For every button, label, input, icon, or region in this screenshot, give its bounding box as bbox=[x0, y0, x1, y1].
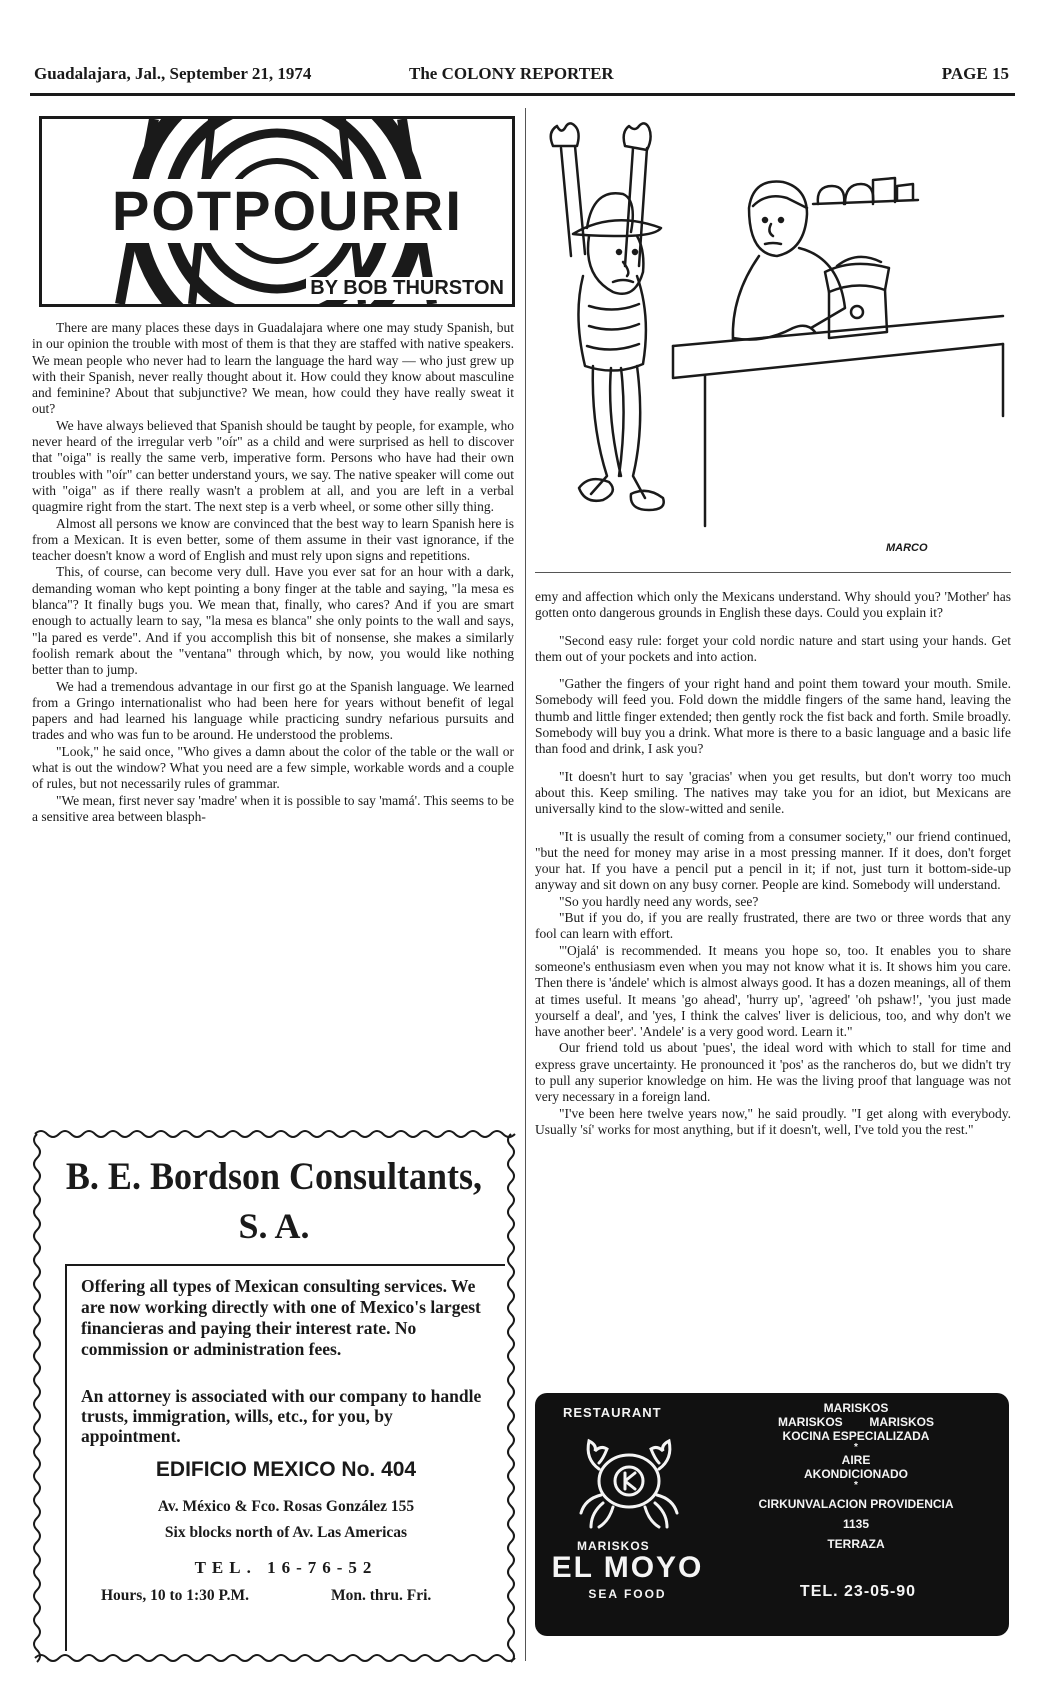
cartoon-rule bbox=[535, 572, 1011, 573]
potpourri-logo bbox=[39, 116, 515, 307]
bordson-address: Av. México & Fco. Rosas González 155 bbox=[157, 1498, 415, 1515]
bordson-building: EDIFICIO MEXICO No. 404 bbox=[155, 1458, 417, 1481]
article-paragraph: We have always believed that Spanish should be taught by people, for example, who never heard of the irregular verb "oír" as a child and were surprised as hell to discover that "oiga" is really the same verb, imperative form. Persons who have had their own troubles with "oír" can better understand yours, we say. The native speaker will come out with "oiga" as if there really wasn't a problem at all, and you are left in a verbal quagmire right from the start. The next step is a verb wheel, or some other silly thing. bbox=[32, 417, 514, 515]
moyo-mariskos-line: MARISKOS MARISKOS bbox=[777, 1415, 934, 1429]
header-location-date: Guadalajara, Jal., September 21, 1974 bbox=[34, 64, 312, 83]
article-paragraph: Almost all persons we know are convinced that the best way to learn Spanish here is from a Mexican. It is even better, some of them assume in their vast ignorance, if the teacher doesn't know a word of English and must rely upon signs and repetitions. bbox=[32, 515, 514, 564]
page-header bbox=[34, 58, 1009, 88]
bordson-attorney-text: An attorney is associated with our company to handle trusts, immigration, wills, etc., for you, by appointment. bbox=[81, 1386, 482, 1446]
article-paragraph: "'Ojalá' is recommended. It means you hope so, too. It enables you to share someone's enthusiasm even when you may not know what it is. It shows him you care. Then there is 'ándele' which is almost always good. It has a dozen meanings, all of them at times useful. It means 'go ahead', 'hurry up', 'agreed' 'oh pshaw!', 'you just made yourself a deal', and 'yes, I think the calves' liver is delicious, too, and why don't we have another beer'. 'Andele' is a very good word. Learn it." bbox=[535, 942, 1011, 1040]
bordson-company-name: B. E. Bordson Consultants, bbox=[65, 1154, 483, 1198]
article-paragraph: This, of course, can become very dull. Have you ever sat for an hour with a dark, demanding woman who kept pointing a bony finger at the table and saying, "la mesa es blanca"? It finally bugs you. We mean that, finally, who cares? And if you are smart enough to actually learn to say, "la mesa es blanca" she only points to the wall and says, "la pared es verde". And if you accomplish this bit of nonsense, she makes a similarly foolish remark about the "ventana" through which, by now, you would like nothing better than to jump. bbox=[32, 564, 514, 678]
header-newspaper-name: The COLONY REPORTER bbox=[409, 64, 614, 83]
article-left-column bbox=[32, 320, 514, 825]
bordson-hours: Hours, 10 to 1:30 P.M. bbox=[101, 1587, 249, 1604]
moyo-restaurant-name: EL MOYO bbox=[551, 1551, 704, 1584]
article-paragraph: We had a tremendous advantage in our first go at the Spanish language. We learned from a Gringo internationalist who had been here for years without benefit of legal papers and had learned his language while practicing sundry nefarious pursuits and trades and who was fun to be around. He understood the problems. bbox=[32, 678, 514, 743]
moyo-aire: AIRE bbox=[841, 1453, 871, 1467]
article-right-column bbox=[535, 589, 1011, 1138]
bordson-advertisement bbox=[31, 1128, 517, 1664]
header-page-number: PAGE 15 bbox=[941, 64, 1009, 83]
article-paragraph: emy and affection which only the Mexicans understand. Why should you? 'Mother' has gotten onto dangerous grounds in English these days. Could you explain it? bbox=[535, 589, 1011, 621]
article-paragraph: Our friend told us about 'pues', the ideal word with which to stall for time and express grave uncertainty. He pronounced it 'pos' as the rancheros do, but we didn't try to pull any superior knowledge on him. He was the living proof that language was not very necessary in a foreign land. bbox=[535, 1040, 1011, 1105]
moyo-mariskos-label: MARISKOS bbox=[577, 1539, 650, 1553]
moyo-street: CIRKUNVALACION PROVIDENCIA bbox=[758, 1497, 954, 1511]
el-moyo-advertisement bbox=[535, 1393, 1009, 1636]
article-paragraph: "It is usually the result of coming from a consumer society," our friend continued, "but the need for money may arise in a most pressing manner. If it does, don't forget your hat. If you have a pencil put a pencil in it; if not, just turn it bottom-side-up anyway and sit down on any busy corner. People are kind. Somebody will understand. bbox=[535, 828, 1011, 893]
column-byline: BY BOB THURSTON bbox=[306, 277, 504, 300]
bordson-directions: Six blocks north of Av. Las Americas bbox=[164, 1524, 408, 1541]
header-rule bbox=[30, 93, 1015, 96]
article-paragraph: "I've been here twelve years now," he said proudly. "I get along with everybody. Usually 'sí' works for most anything, but if it doesn't, well, I've told you the rest." bbox=[535, 1105, 1011, 1137]
article-paragraph: There are many places these days in Guadalajara where one may study Spanish, but in our opinion the trouble with most of them is that they are staffed with native speakers. We mean people who never had to learn the language the hard way — who just grew up with their Spanish, never really thought about it. How could they know about masculine and feminine? About that subjunctive? We mean, how could they have really sweat it out? bbox=[32, 320, 514, 417]
moyo-seafood-label: SEA FOOD bbox=[588, 1587, 667, 1601]
moyo-details bbox=[707, 1401, 1005, 1551]
moyo-kocina: KOCINA ESPECIALIZADA bbox=[782, 1429, 930, 1443]
moyo-restaurant-label: RESTAURANT bbox=[563, 1405, 662, 1420]
bordson-telephone: TEL. 16-76-52 bbox=[194, 1558, 378, 1577]
cartoon-illustration bbox=[533, 116, 1018, 564]
moyo-street-number: 1135 bbox=[842, 1517, 870, 1531]
article-paragraph: "So you hardly need any words, see? bbox=[559, 893, 759, 909]
cartoon-signature: MARCO bbox=[886, 542, 928, 554]
article-paragraph: "It doesn't hurt to say 'gracias' when you get results, but don't worry too much about this. Keep smiling. The natives may take you for an idiot, but Mexicans are universally kind to the slow-witted and senile. bbox=[535, 768, 1011, 817]
article-paragraph: "Gather the fingers of your right hand and point them toward your mouth. Smile. Somebody will feed you. Fold down the middle fingers of the same hand, leaving the thumb and little finger extended; then gently rock the fist back and forth. Smile broadly. Somebody will buy you a drink. What more is there to a basic language and a basic life than food and drink, I ask you? bbox=[535, 676, 1011, 757]
moyo-star-divider: * bbox=[854, 1480, 858, 1491]
bordson-company-suffix: S. A. bbox=[238, 1206, 310, 1246]
bordson-services-text: Offering all types of Mexican consulting services. We are now working directly with one of Mexico's largest financieras and paying their interest rate. No commission or administration fees. bbox=[81, 1276, 481, 1359]
column-divider bbox=[525, 108, 526, 1661]
moyo-star-divider: * bbox=[854, 1442, 858, 1453]
moyo-akondicionado: AKONDICIONADO bbox=[804, 1467, 908, 1481]
article-paragraph: "We mean, first never say 'madre' when it is possible to say 'mamá'. This seems to be a sensitive area between blasph- bbox=[32, 792, 514, 824]
bordson-days: Mon. thru. Fri. bbox=[331, 1587, 432, 1604]
article-paragraph: "Look," he said once, "Who gives a damn about the color of the table or the wall or what is out the window? What you need are a few simple, workable words and a couple of rules, but not necessarily rules of grammar. bbox=[32, 743, 514, 792]
column-title: POTPOURRI bbox=[112, 179, 463, 242]
article-paragraph: "Second easy rule: forget your cold nordic nature and start using your hands. Get them out of your pockets and into action. bbox=[535, 632, 1011, 664]
article-paragraph: "But if you do, if you are really frustrated, there are two or three words that any fool can learn with effort. bbox=[535, 910, 1011, 942]
moyo-mariskos-top: MARISKOS bbox=[823, 1401, 889, 1415]
moyo-terraza: TERRAZA bbox=[827, 1537, 885, 1551]
crab-logo-icon bbox=[573, 1425, 685, 1537]
moyo-telephone: TEL. 23-05-90 bbox=[799, 1583, 917, 1600]
